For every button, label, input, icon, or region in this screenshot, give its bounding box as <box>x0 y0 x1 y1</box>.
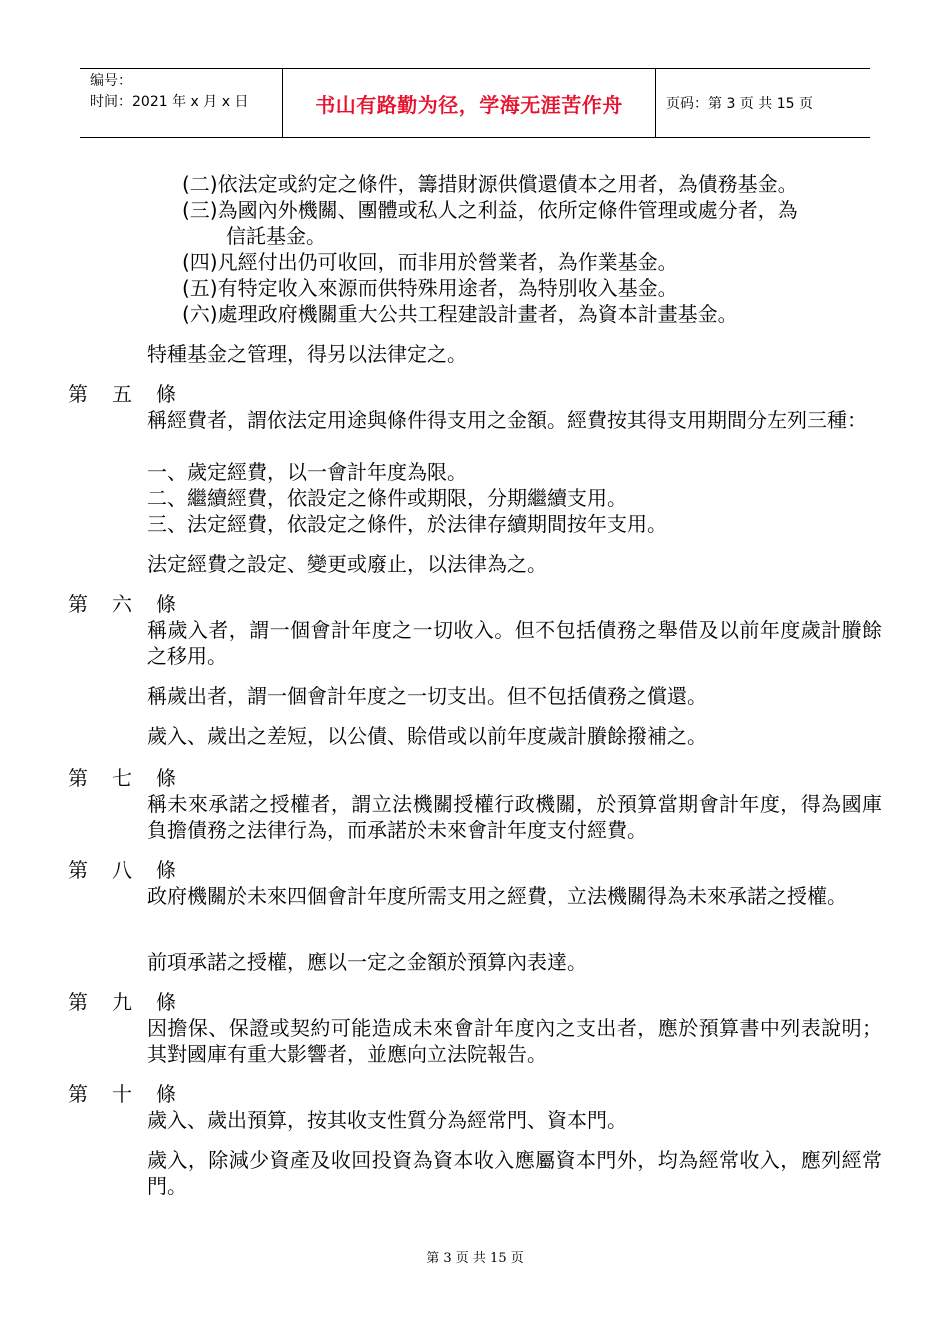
article-8-heading <box>68 857 176 883</box>
header-motto-cell <box>283 69 656 137</box>
article-label-part: 十 <box>112 1082 132 1106</box>
special-fund-note: 特種基金之管理，得另以法律定之。 <box>147 342 467 366</box>
article-label-part: 第 <box>68 990 88 1014</box>
article-5-paragraph: 法定經費之設定、變更或廢止，以法律為之。 <box>147 552 547 576</box>
article-7-paragraph: 稱未來承諾之授權者，謂立法機關授權行政機關，於預算當期會計年度，得為國庫負擔債務之法律行為，而承諾於未來會計年度支付經費。 <box>147 792 882 842</box>
article-label-part: 第 <box>68 1082 88 1106</box>
fund-item: (五)有特定收入來源而供特殊用途者，為特別收入基金。 <box>182 276 678 300</box>
page-header <box>80 68 870 138</box>
fund-item: (二)依法定或約定之條件，籌措財源供償還債本之用者，為債務基金。 <box>182 172 798 196</box>
number-label: 编号： <box>90 73 132 89</box>
header-page-info-cell <box>656 69 870 137</box>
article-label-part: 條 <box>156 766 176 790</box>
article-label-part: 條 <box>156 858 176 882</box>
fund-item: (六)處理政府機關重大公共工程建設計畫者，為資本計畫基金。 <box>182 302 738 326</box>
article-5-paragraph: 稱經費者，謂依法定用途與條件得支用之金額。經費按其得支用期間分左列三種： <box>147 408 867 432</box>
article-9-heading <box>68 989 176 1015</box>
article-label-part: 六 <box>112 592 132 616</box>
article-label-part: 九 <box>112 990 132 1014</box>
date-label: 时间：2021 年 x 月 x 日 <box>90 94 249 110</box>
article-label-part: 五 <box>112 382 132 406</box>
article-label-part: 第 <box>68 858 88 882</box>
article-10-paragraph: 歲入，除減少資產及收回投資為資本收入應屬資本門外，均為經常收入，應列經常門。 <box>147 1148 882 1198</box>
article-label-part: 條 <box>156 990 176 1014</box>
expense-type-item: 一、歲定經費，以一會計年度為限。 <box>147 460 467 484</box>
article-label-part: 條 <box>156 382 176 406</box>
article-6-paragraph: 稱歲入者，謂一個會計年度之一切收入。但不包括債務之舉借及以前年度歲計賸餘之移用。 <box>147 618 882 668</box>
article-8-paragraph: 政府機關於未來四個會計年度所需支用之經費，立法機關得為未來承諾之授權。 <box>147 884 847 908</box>
article-label-part: 七 <box>112 766 132 790</box>
header-left-cell <box>80 69 283 137</box>
article-label-part: 第 <box>68 592 88 616</box>
article-label-part: 八 <box>112 858 132 882</box>
article-label-part: 條 <box>156 592 176 616</box>
article-7-heading <box>68 765 176 791</box>
article-10-heading <box>68 1081 176 1107</box>
article-6-paragraph: 歲入、歲出之差短，以公債、賒借或以前年度歲計賸餘撥補之。 <box>147 724 707 748</box>
page-info: 页码：第 3 页 共 15 页 <box>666 96 813 112</box>
article-10-paragraph: 歲入、歲出預算，按其收支性質分為經常門、資本門。 <box>147 1108 627 1132</box>
article-label-part: 第 <box>68 766 88 790</box>
article-8-paragraph: 前項承諾之授權，應以一定之金額於預算內表達。 <box>147 950 587 974</box>
fund-item: (三)為國內外機關、團體或私人之利益，依所定條件管理或處分者，為 <box>182 198 798 222</box>
page-footer <box>0 1247 950 1266</box>
footer-page-number: 第 3 页 共 15 页 <box>426 1251 524 1266</box>
article-6-heading <box>68 591 176 617</box>
fund-item: (四)凡經付出仍可收回，而非用於營業者，為作業基金。 <box>182 250 678 274</box>
article-label-part: 條 <box>156 1082 176 1106</box>
article-6-paragraph: 稱歲出者，謂一個會計年度之一切支出。但不包括債務之償還。 <box>147 684 707 708</box>
article-5-heading <box>68 381 176 407</box>
article-9-paragraph: 因擔保、保證或契約可能造成未來會計年度內之支出者，應於預算書中列表說明；其對國庫有重大影響者，並應向立法院報告。 <box>147 1016 882 1066</box>
expense-type-item: 三、法定經費，依設定之條件，於法律存續期間按年支用。 <box>147 512 667 536</box>
motto-text: 书山有路勤为径，学海无涯苦作舟 <box>315 92 623 117</box>
article-label-part: 第 <box>68 382 88 406</box>
fund-item-continuation: 信託基金。 <box>226 224 326 248</box>
expense-type-item: 二、繼續經費，依設定之條件或期限，分期繼續支用。 <box>147 486 627 510</box>
